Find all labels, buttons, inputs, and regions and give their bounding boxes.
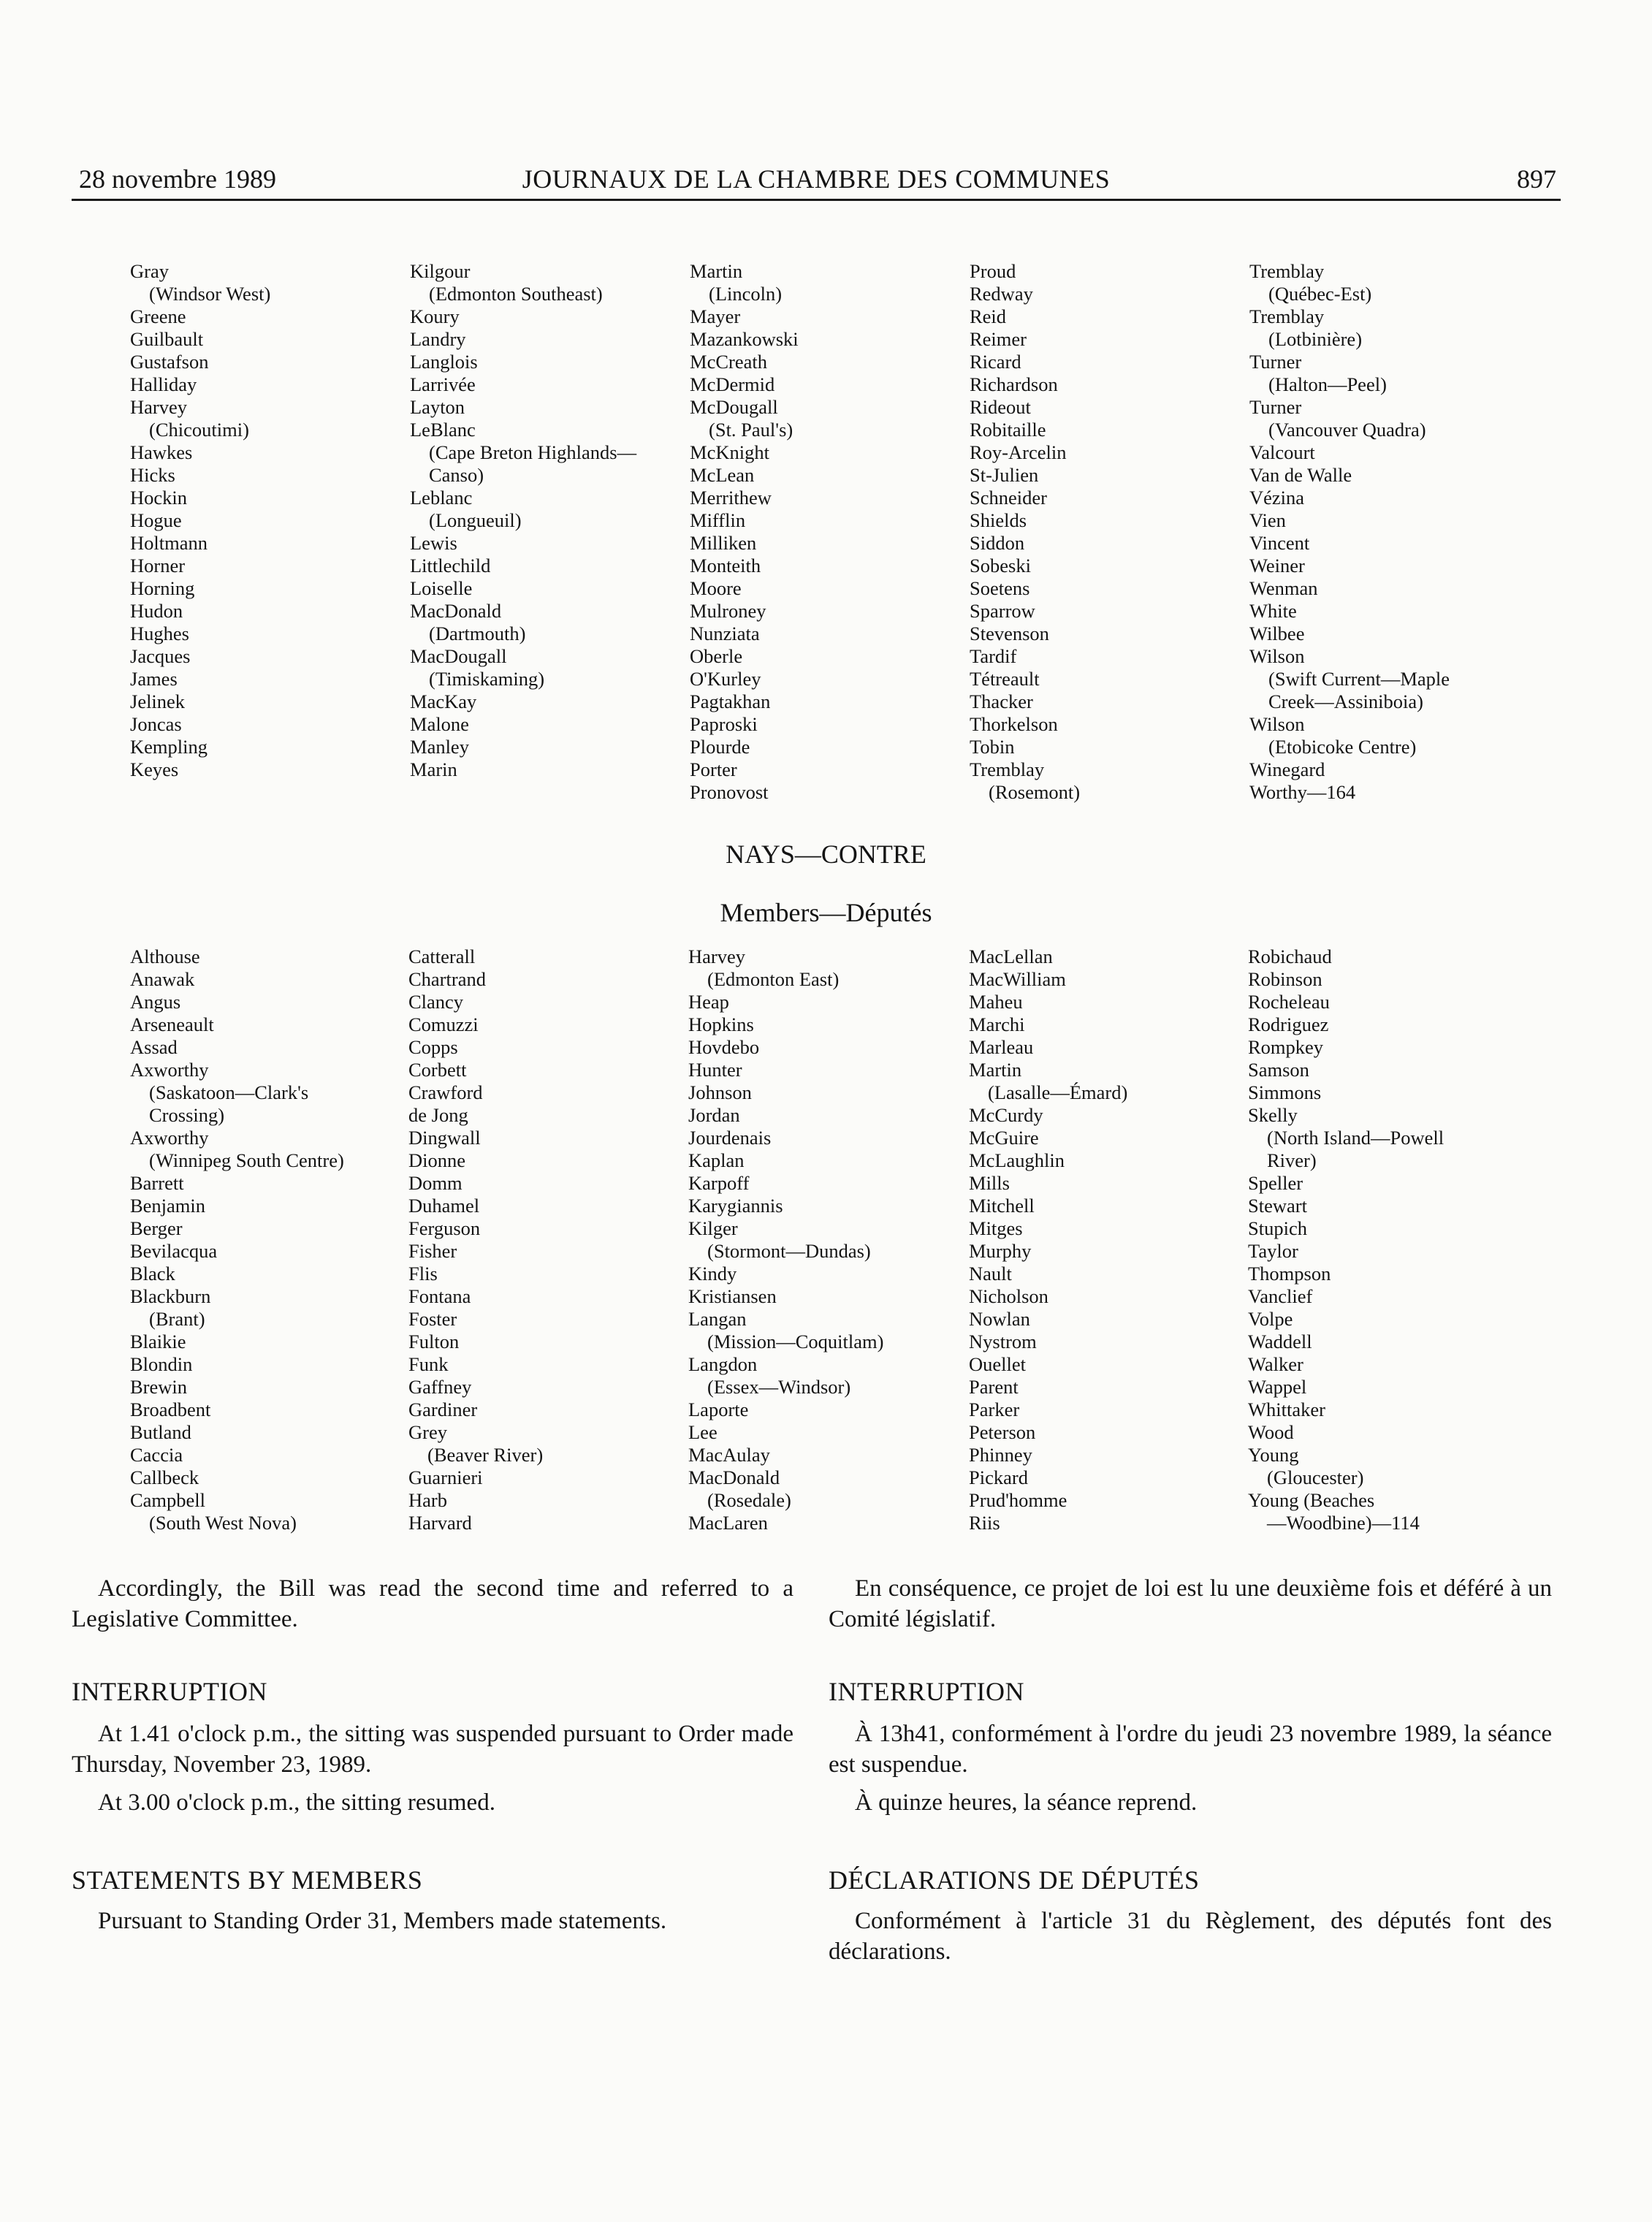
nay-member-name: Bevilacqua xyxy=(130,1240,218,1262)
nay-member-name: MacLaren xyxy=(688,1512,768,1534)
nay-member-name: Corbett xyxy=(408,1059,467,1081)
nay-member-name: Assad xyxy=(130,1036,178,1058)
yea-member-name: (Dartmouth) xyxy=(429,623,526,644)
yea-member-name: Gustafson xyxy=(130,351,209,373)
nay-member-name: Prud'homme xyxy=(969,1489,1067,1511)
yea-member-name: (Rosemont) xyxy=(989,781,1081,803)
nay-member-name: Fontana xyxy=(408,1285,471,1307)
nay-member-name: Blondin xyxy=(130,1353,193,1375)
nay-member-name: Gaffney xyxy=(408,1376,472,1398)
yea-member-name: Wenman xyxy=(1249,577,1318,599)
yea-member-name: Merrithew xyxy=(690,487,772,509)
yea-member-name: Siddon xyxy=(970,532,1025,554)
yea-member-name: McKnight xyxy=(690,441,769,463)
nay-member-name: Kindy xyxy=(688,1263,737,1285)
nay-member-name: (Mission—Coquitlam) xyxy=(707,1331,884,1352)
yea-member-name: Pronovost xyxy=(690,781,769,803)
nay-member-name: Black xyxy=(130,1263,175,1285)
fr-result-paragraph: En conséquence, ce projet de loi est lu une deuxième fois et déféré à un Comité législatif. xyxy=(829,1575,1552,1632)
nay-member-name: Berger xyxy=(130,1217,183,1239)
nay-member-name: MacWilliam xyxy=(969,968,1066,990)
yea-member-name: Van de Walle xyxy=(1249,464,1352,486)
fr-interruption-paragraph: À 13h41, conformément à l'ordre du jeudi 23 novembre 1989, la séance est suspendue. xyxy=(829,1721,1552,1778)
nay-member-name: Mills xyxy=(969,1172,1010,1194)
nay-member-name: Rodriguez xyxy=(1248,1013,1329,1035)
nay-member-name: Nicholson xyxy=(969,1285,1048,1307)
yea-member-name: Hockin xyxy=(130,487,188,509)
yea-member-name: Reid xyxy=(970,305,1007,327)
yea-member-name: Turner xyxy=(1249,351,1302,373)
nay-member-name: Blaikie xyxy=(130,1331,186,1352)
nay-member-name: Kristiansen xyxy=(688,1285,777,1307)
nay-member-name: (Beaver River) xyxy=(427,1444,544,1466)
yea-member-name: Tremblay xyxy=(1249,260,1325,282)
yea-member-name: McDermid xyxy=(690,373,775,395)
yea-member-name: Martin xyxy=(690,260,743,282)
nay-member-name: Young (Beaches xyxy=(1248,1489,1375,1511)
nay-member-name: Heap xyxy=(688,991,729,1013)
nay-member-name: Barrett xyxy=(130,1172,184,1194)
yea-member-name: Monteith xyxy=(690,555,761,577)
yea-member-name: (St. Paul's) xyxy=(709,419,793,441)
nay-member-name: Samson xyxy=(1248,1059,1309,1081)
nay-member-name: Axworthy xyxy=(130,1127,209,1149)
yea-member-name: Roy-Arcelin xyxy=(970,441,1067,463)
nay-member-name: Grey xyxy=(408,1421,447,1443)
nay-member-name: Brewin xyxy=(130,1376,188,1398)
nay-member-name: McLaughlin xyxy=(969,1149,1065,1171)
yea-member-name: Richardson xyxy=(970,373,1058,395)
nay-member-name: Funk xyxy=(408,1353,449,1375)
yea-member-name: Wilson xyxy=(1249,645,1305,667)
yea-member-name: Mazankowski xyxy=(690,328,799,350)
nay-member-name: Butland xyxy=(130,1421,191,1443)
nay-member-name: Fulton xyxy=(408,1331,460,1352)
yea-member-name: Koury xyxy=(410,305,460,327)
yea-member-name: Sparrow xyxy=(970,600,1035,622)
yea-member-name: Shields xyxy=(970,509,1027,531)
nay-member-name: Domm xyxy=(408,1172,463,1194)
nay-member-name: Laporte xyxy=(688,1399,749,1420)
members-heading: Members—Députés xyxy=(720,898,932,927)
nay-member-name: Langan xyxy=(688,1308,747,1330)
nay-member-name: Fisher xyxy=(408,1240,457,1262)
nays-heading: NAYS—CONTRE xyxy=(726,840,926,869)
en-result-paragraph: Accordingly, the Bill was read the second time and referred to a Legislative Committee. xyxy=(72,1575,793,1632)
yea-member-name: (Longueuil) xyxy=(429,509,522,531)
nay-member-name: Rompkey xyxy=(1248,1036,1324,1058)
nay-member-name: Kaplan xyxy=(688,1149,745,1171)
nay-member-name: Chartrand xyxy=(408,968,486,990)
nay-member-name: Angus xyxy=(130,991,181,1013)
yea-member-name: Horner xyxy=(130,555,186,577)
yea-member-name: Landry xyxy=(410,328,466,350)
nay-member-name: Axworthy xyxy=(130,1059,209,1081)
en-resumed-paragraph: At 3.00 o'clock p.m., the sitting resumed. xyxy=(98,1789,495,1816)
nay-member-name: Young xyxy=(1248,1444,1299,1466)
yea-member-name: Holtmann xyxy=(130,532,208,554)
nay-member-name: Dingwall xyxy=(408,1127,481,1149)
nay-member-name: Jordan xyxy=(688,1104,740,1126)
yea-member-name: Horning xyxy=(130,577,195,599)
page-number: 897 xyxy=(1517,164,1556,194)
yea-member-name: Robitaille xyxy=(970,419,1046,441)
nay-member-name: Pickard xyxy=(969,1466,1028,1488)
nay-member-name: Foster xyxy=(408,1308,457,1330)
yea-member-name: Pagtakhan xyxy=(690,690,771,712)
nay-member-name: Crossing) xyxy=(149,1104,225,1126)
yea-member-name: (Lincoln) xyxy=(709,283,783,305)
fr-interruption-heading: INTERRUPTION xyxy=(829,1677,1024,1706)
nay-member-name: Simmons xyxy=(1248,1081,1322,1103)
yea-member-name: Nunziata xyxy=(690,623,760,644)
yea-member-name: Moore xyxy=(690,577,742,599)
nay-member-name: Nowlan xyxy=(969,1308,1030,1330)
yea-member-name: Malone xyxy=(410,713,469,735)
yea-member-name: Jacques xyxy=(130,645,191,667)
yea-member-name: Canso) xyxy=(429,464,484,486)
yea-member-name: (Cape Breton Highlands— xyxy=(429,441,637,463)
yea-member-name: Plourde xyxy=(690,736,750,758)
yea-member-name: McCreath xyxy=(690,351,767,373)
nay-member-name: MacLellan xyxy=(969,946,1053,967)
yea-member-name: Kilgour xyxy=(410,260,471,282)
nay-member-name: Anawak xyxy=(130,968,195,990)
yea-member-name: Littlechild xyxy=(410,555,491,577)
en-statements-heading: STATEMENTS BY MEMBERS xyxy=(72,1865,423,1895)
nay-member-name: Dionne xyxy=(408,1149,466,1171)
yea-member-name: Wilbee xyxy=(1249,623,1305,644)
nay-member-name: Johnson xyxy=(688,1081,752,1103)
nay-member-name: (Edmonton East) xyxy=(707,968,840,990)
yea-member-name: Worthy—164 xyxy=(1249,781,1356,803)
yea-member-name: Mifflin xyxy=(690,509,746,531)
fr-statements-heading: DÉCLARATIONS DE DÉPUTÉS xyxy=(829,1865,1200,1895)
yea-member-name: Mulroney xyxy=(690,600,766,622)
yea-member-name: Reimer xyxy=(970,328,1027,350)
yea-member-name: Tobin xyxy=(970,736,1015,758)
yea-member-name: Hicks xyxy=(130,464,175,486)
nay-member-name: Vanclief xyxy=(1248,1285,1313,1307)
yea-member-name: Wilson xyxy=(1249,713,1305,735)
yea-member-name: MacDougall xyxy=(410,645,507,667)
nay-member-name: (Rosedale) xyxy=(707,1489,791,1511)
nay-member-name: Walker xyxy=(1248,1353,1303,1375)
yeas-column xyxy=(1249,260,1527,804)
header-date: 28 novembre 1989 xyxy=(79,164,276,194)
nay-member-name: Speller xyxy=(1248,1172,1303,1194)
fr-statements-paragraph: Conformément à l'article 31 du Règlement, des députés font des déclarations. xyxy=(829,1908,1552,1965)
nays-column xyxy=(130,946,408,1534)
nay-member-name: Nystrom xyxy=(969,1331,1037,1352)
nay-member-name: Ouellet xyxy=(969,1353,1026,1375)
nay-member-name: Stewart xyxy=(1248,1195,1307,1217)
nay-member-name: Broadbent xyxy=(130,1399,211,1420)
yea-member-name: Porter xyxy=(690,758,737,780)
nays-column xyxy=(408,946,686,1534)
nay-member-name: (Gloucester) xyxy=(1267,1466,1364,1488)
nay-member-name: Maheu xyxy=(969,991,1023,1013)
yea-member-name: Manley xyxy=(410,736,469,758)
nay-member-name: Crawford xyxy=(408,1081,483,1103)
yea-member-name: (Windsor West) xyxy=(149,283,271,305)
yea-member-name: White xyxy=(1249,600,1297,622)
nay-member-name: Wood xyxy=(1248,1421,1294,1443)
nay-member-name: Robichaud xyxy=(1248,946,1332,967)
yea-member-name: Creek—Assiniboia) xyxy=(1268,690,1423,712)
yea-member-name: Harvey xyxy=(130,396,187,418)
yea-member-name: Stevenson xyxy=(970,623,1049,644)
nay-member-name: MacDonald xyxy=(688,1466,780,1488)
nay-member-name: Robinson xyxy=(1248,968,1322,990)
nay-member-name: Hopkins xyxy=(688,1013,754,1035)
yea-member-name: Schneider xyxy=(970,487,1047,509)
yeas-column xyxy=(130,260,408,781)
nay-member-name: (South West Nova) xyxy=(149,1512,297,1534)
nay-member-name: Harvey xyxy=(688,946,745,967)
yea-member-name: Redway xyxy=(970,283,1033,305)
yea-member-name: Thorkelson xyxy=(970,713,1058,735)
yea-member-name: Hudon xyxy=(130,600,183,622)
yeas-column xyxy=(970,260,1247,804)
nay-member-name: Riis xyxy=(969,1512,1000,1534)
yea-member-name: Oberle xyxy=(690,645,743,667)
nay-member-name: Harb xyxy=(408,1489,447,1511)
fr-resumed-paragraph: À quinze heures, la séance reprend. xyxy=(855,1789,1198,1816)
nay-member-name: Wappel xyxy=(1248,1376,1307,1398)
yea-member-name: Tardif xyxy=(970,645,1017,667)
nay-member-name: Peterson xyxy=(969,1421,1036,1443)
nay-member-name: Catterall xyxy=(408,946,476,967)
yea-member-name: (Timiskaming) xyxy=(429,668,545,690)
yea-member-name: Loiselle xyxy=(410,577,473,599)
nay-member-name: Taylor xyxy=(1248,1240,1298,1262)
yea-member-name: Vien xyxy=(1249,509,1286,531)
yea-member-name: Winegard xyxy=(1249,758,1325,780)
yea-member-name: Vézina xyxy=(1249,487,1305,509)
yea-member-name: Guilbault xyxy=(130,328,204,350)
yea-member-name: Greene xyxy=(130,305,186,327)
nay-member-name: Kilger xyxy=(688,1217,738,1239)
nay-member-name: Stupich xyxy=(1248,1217,1307,1239)
nay-member-name: Clancy xyxy=(408,991,464,1013)
yea-member-name: Tremblay xyxy=(1249,305,1325,327)
yea-member-name: Hawkes xyxy=(130,441,193,463)
yea-member-name: Mayer xyxy=(690,305,741,327)
nay-member-name: Duhamel xyxy=(408,1195,480,1217)
yea-member-name: Leblanc xyxy=(410,487,473,509)
nay-member-name: Marchi xyxy=(969,1013,1025,1035)
nay-member-name: Althouse xyxy=(130,946,200,967)
nay-member-name: McCurdy xyxy=(969,1104,1043,1126)
nay-member-name: Whittaker xyxy=(1248,1399,1325,1420)
yea-member-name: Halliday xyxy=(130,373,197,395)
nay-member-name: (North Island—Powell xyxy=(1267,1127,1444,1149)
nay-member-name: Ferguson xyxy=(408,1217,481,1239)
yea-member-name: MacKay xyxy=(410,690,477,712)
nay-member-name: Marleau xyxy=(969,1036,1034,1058)
yea-member-name: McDougall xyxy=(690,396,778,418)
nay-member-name: Thompson xyxy=(1248,1263,1331,1285)
en-statements-paragraph: Pursuant to Standing Order 31, Members made statements. xyxy=(98,1908,667,1934)
yea-member-name: Milliken xyxy=(690,532,757,554)
nay-member-name: Guarnieri xyxy=(408,1466,483,1488)
nay-member-name: Arseneault xyxy=(130,1013,214,1035)
yea-member-name: Rideout xyxy=(970,396,1031,418)
yea-member-name: Thacker xyxy=(970,690,1033,712)
nay-member-name: Parent xyxy=(969,1376,1019,1398)
nay-member-name: Lee xyxy=(688,1421,717,1443)
yea-member-name: Jelinek xyxy=(130,690,186,712)
nay-member-name: MacAulay xyxy=(688,1444,770,1466)
en-interruption-paragraph: At 1.41 o'clock p.m., the sitting was suspended pursuant to Order made Thursday, November 23, 1989. xyxy=(72,1721,793,1778)
yea-member-name: (Etobicoke Centre) xyxy=(1268,736,1417,758)
yea-member-name: (Swift Current—Maple xyxy=(1268,668,1450,690)
nay-member-name: Nault xyxy=(969,1263,1012,1285)
yea-member-name: Hughes xyxy=(130,623,189,644)
yea-member-name: Langlois xyxy=(410,351,478,373)
yea-member-name: (Halton—Peel) xyxy=(1268,373,1387,395)
nay-member-name: Martin xyxy=(969,1059,1022,1081)
nay-member-name: Murphy xyxy=(969,1240,1032,1262)
yea-member-name: McLean xyxy=(690,464,755,486)
yea-member-name: Weiner xyxy=(1249,555,1305,577)
nay-member-name: Harvard xyxy=(408,1512,472,1534)
yea-member-name: (Edmonton Southeast) xyxy=(429,283,603,305)
yea-member-name: Kempling xyxy=(130,736,208,758)
nay-member-name: Campbell xyxy=(130,1489,206,1511)
nay-member-name: River) xyxy=(1267,1149,1317,1171)
nay-member-name: Callbeck xyxy=(130,1466,199,1488)
nay-member-name: Benjamin xyxy=(130,1195,206,1217)
nay-member-name: Parker xyxy=(969,1399,1020,1420)
yeas-column xyxy=(410,260,688,781)
nay-member-name: Langdon xyxy=(688,1353,758,1375)
yea-member-name: (Lotbinière) xyxy=(1268,328,1363,350)
en-interruption-heading: INTERRUPTION xyxy=(72,1677,267,1706)
yea-member-name: Proud xyxy=(970,260,1016,282)
nay-member-name: (Winnipeg South Centre) xyxy=(149,1149,344,1171)
nay-member-name: (Brant) xyxy=(149,1308,205,1330)
nay-member-name: de Jong xyxy=(408,1104,468,1126)
yea-member-name: Vincent xyxy=(1249,532,1310,554)
yea-member-name: Turner xyxy=(1249,396,1302,418)
yea-member-name: Tremblay xyxy=(970,758,1045,780)
yea-member-name: St-Julien xyxy=(970,464,1039,486)
yea-member-name: (Chicoutimi) xyxy=(149,419,249,441)
nay-member-name: Mitges xyxy=(969,1217,1023,1239)
nay-member-name: (Essex—Windsor) xyxy=(707,1376,851,1398)
yea-member-name: Joncas xyxy=(130,713,182,735)
nay-member-name: (Stormont—Dundas) xyxy=(707,1240,871,1262)
yea-member-name: O'Kurley xyxy=(690,668,761,690)
yea-member-name: (Québec-Est) xyxy=(1268,283,1372,305)
nay-member-name: (Saskatoon—Clark's xyxy=(149,1081,309,1103)
yea-member-name: Larrivée xyxy=(410,373,476,395)
yea-member-name: Layton xyxy=(410,396,465,418)
nay-member-name: Karygiannis xyxy=(688,1195,783,1217)
yea-member-name: Lewis xyxy=(410,532,457,554)
nays-column xyxy=(1248,946,1526,1534)
yea-member-name: Sobeski xyxy=(970,555,1031,577)
nay-member-name: Hovdebo xyxy=(688,1036,760,1058)
yea-member-name: Valcourt xyxy=(1249,441,1315,463)
yea-member-name: Hogue xyxy=(130,509,182,531)
nay-member-name: Copps xyxy=(408,1036,458,1058)
yea-member-name: Gray xyxy=(130,260,169,282)
nay-member-name: Waddell xyxy=(1248,1331,1312,1352)
nay-member-name: Mitchell xyxy=(969,1195,1035,1217)
nay-member-name: —Woodbine)—114 xyxy=(1267,1512,1420,1534)
nay-member-name: Phinney xyxy=(969,1444,1032,1466)
yea-member-name: Keyes xyxy=(130,758,179,780)
page-header xyxy=(72,161,1561,201)
yea-member-name: James xyxy=(130,668,178,690)
yeas-column xyxy=(690,260,967,804)
yea-member-name: (Vancouver Quadra) xyxy=(1268,419,1426,441)
yea-member-name: Ricard xyxy=(970,351,1021,373)
nay-member-name: Hunter xyxy=(688,1059,742,1081)
nay-member-name: Comuzzi xyxy=(408,1013,479,1035)
yea-member-name: LeBlanc xyxy=(410,419,476,441)
nay-member-name: Blackburn xyxy=(130,1285,211,1307)
nay-member-name: Volpe xyxy=(1248,1308,1293,1330)
nay-member-name: McGuire xyxy=(969,1127,1039,1149)
yea-member-name: Tétreault xyxy=(970,668,1040,690)
journal-title: JOURNAUX DE LA CHAMBRE DES COMMUNES xyxy=(522,164,1111,194)
nay-member-name: Rocheleau xyxy=(1248,991,1330,1013)
nay-member-name: Caccia xyxy=(130,1444,183,1466)
nays-column xyxy=(969,946,1246,1534)
yea-member-name: Marin xyxy=(410,758,457,780)
yea-member-name: Soetens xyxy=(970,577,1030,599)
yea-member-name: MacDonald xyxy=(410,600,502,622)
nay-member-name: Karpoff xyxy=(688,1172,750,1194)
nay-member-name: Flis xyxy=(408,1263,438,1285)
nay-member-name: Skelly xyxy=(1248,1104,1298,1126)
nay-member-name: (Lasalle—Émard) xyxy=(988,1081,1128,1103)
nay-member-name: Gardiner xyxy=(408,1399,478,1420)
nay-member-name: Jourdenais xyxy=(688,1127,772,1149)
yea-member-name: Paproski xyxy=(690,713,758,735)
nays-column xyxy=(688,946,966,1534)
